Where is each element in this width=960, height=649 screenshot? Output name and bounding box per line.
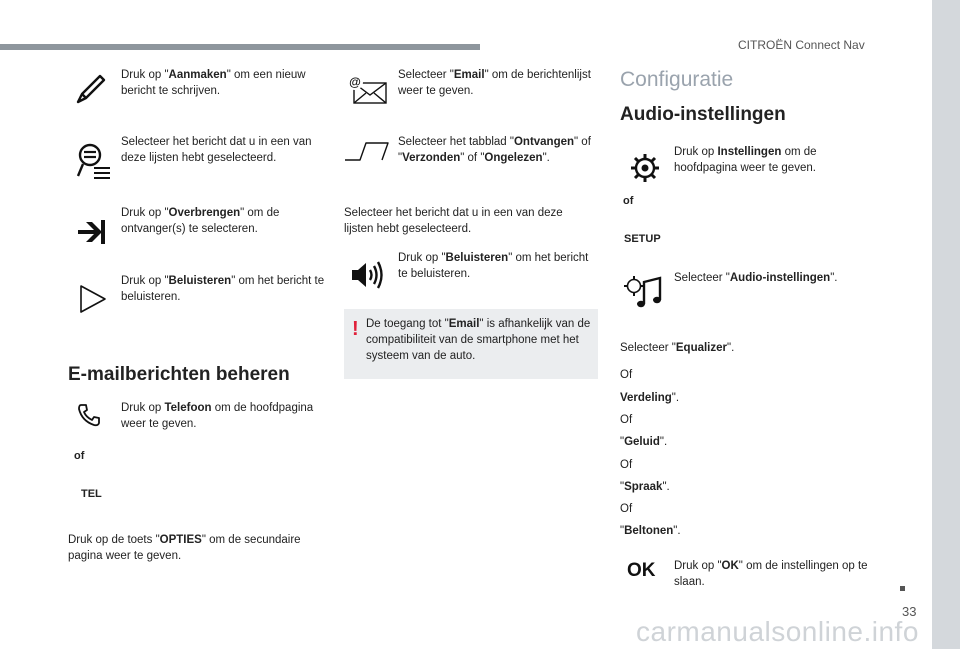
header-title: CITROËN Connect Nav: [738, 38, 865, 52]
create-message-text: Druk op "Aanmaken" om een nieuw bericht te schrijven.: [121, 69, 306, 97]
notice-text: De toegang tot "Email" is afhankelijk van de compatibiliteit van de smartphone met het systeem van de auto.: [366, 318, 591, 362]
svg-text:@: @: [349, 75, 361, 89]
subtitle-audio: Audio-instellingen: [620, 104, 786, 125]
pencil-icon: [74, 72, 108, 106]
audio-settings-icon: [622, 274, 662, 310]
verdeling-text: Verdeling".: [620, 392, 680, 404]
phone-icon: [76, 402, 102, 428]
forward-icon: [76, 216, 106, 248]
section-title-email: E-mailberichten beheren: [68, 364, 290, 385]
notice-mark: !: [352, 318, 359, 340]
audio-settings-text: Selecteer "Audio-instellingen".: [674, 272, 838, 284]
phone-text: Druk op Telefoon om de hoofdpagina weer te geven.: [121, 402, 314, 430]
forward-text: Druk op "Overbrengen" om de ontvanger(s) te selecteren.: [121, 207, 280, 235]
tab-icon: [344, 140, 390, 162]
spraak-text: "Spraak".: [620, 481, 670, 493]
section-title-config: Configuratie: [620, 68, 734, 91]
continue-marker: [900, 586, 905, 591]
ok-button-label: OK: [627, 560, 656, 581]
geluid-text: "Geluid".: [620, 436, 668, 448]
message-list-icon: [74, 140, 112, 180]
ok-text: Druk op "OK" om de instellingen op te slaan.: [674, 560, 868, 588]
gear-icon: [630, 153, 660, 183]
equalizer-text: Selecteer "Equalizer".: [620, 342, 735, 354]
select-message-text-2: Selecteer het bericht dat u in een van deze lijsten hebt geselecteerd.: [344, 207, 563, 235]
sidebar-strip: [932, 0, 960, 649]
speaker-icon: [350, 260, 386, 290]
or-text-1: Of: [620, 369, 633, 381]
or-text-2: Of: [620, 414, 633, 426]
setup-button-label: SETUP: [624, 233, 661, 245]
watermark: carmanualsonline.info: [636, 616, 919, 647]
or-label-2: of: [623, 195, 634, 207]
play-icon: [78, 284, 108, 314]
settings-text: Druk op Instellingen om de hoofdpagina weer te geven.: [674, 146, 817, 174]
listen-text: Druk op "Beluisteren" om het bericht te beluisteren.: [121, 275, 325, 303]
page-number: 33: [902, 604, 917, 619]
tel-button-label: TEL: [81, 488, 102, 500]
or-label: of: [74, 450, 85, 462]
select-message-text: Selecteer het bericht dat u in een van deze lijsten hebt geselecteerd.: [121, 136, 312, 164]
email-icon: [344, 69, 388, 105]
email-text: Selecteer "Email" om de berichtenlijst weer te geven.: [398, 69, 591, 97]
beltonen-text: "Beltonen".: [620, 525, 681, 537]
header-bar: [0, 44, 480, 50]
listen-text-2: Druk op "Beluisteren" om het bericht te beluisteren.: [398, 252, 589, 280]
or-text-3: Of: [620, 459, 633, 471]
tab-text: Selecteer het tabblad "Ontvangen" of "Verzonden" of "Ongelezen".: [398, 136, 591, 164]
or-text-4: Of: [620, 503, 633, 515]
options-text: Druk op de toets "OPTIES" om de secundaire pagina weer te geven.: [68, 534, 301, 562]
